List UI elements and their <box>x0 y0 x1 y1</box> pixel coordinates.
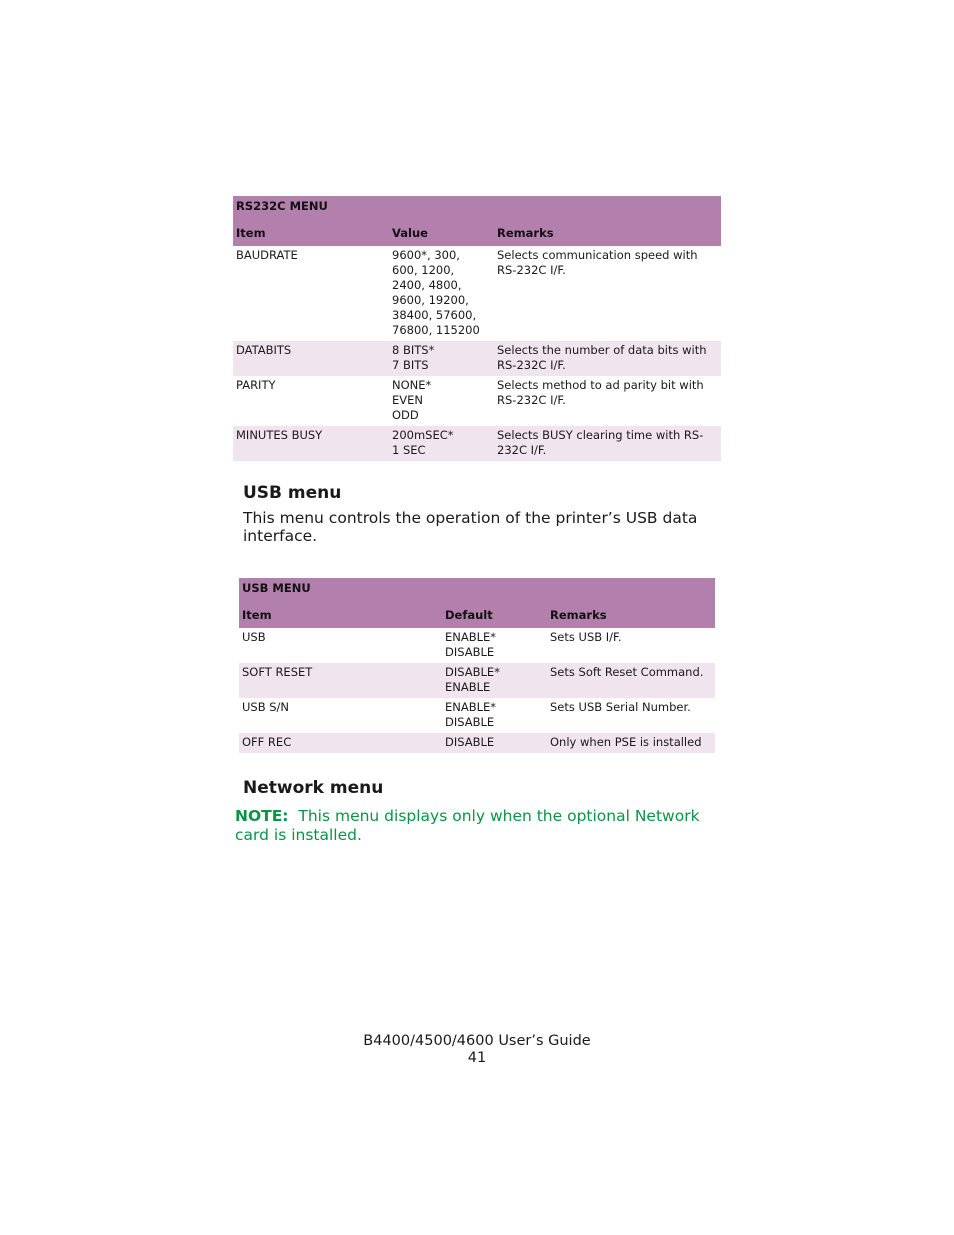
row-remarks: Sets USB I/F. <box>550 630 622 644</box>
footer-page-number: 41 <box>467 1050 487 1066</box>
note-label: NOTE: <box>235 807 289 825</box>
network-note <box>235 807 725 845</box>
note-text: This menu displays only when the optional Network card is installed. <box>235 807 700 844</box>
row-value: 8 BITS* 7 BITS <box>389 341 494 376</box>
rs232c-table-title: RS232C MENU <box>233 196 721 221</box>
table-row <box>239 663 715 698</box>
row-item: USB <box>242 630 266 644</box>
row-remarks: Selects communication speed with RS-232C I/F. <box>497 248 698 277</box>
usb-col-remarks: Remarks <box>547 603 715 628</box>
table-row <box>233 341 721 376</box>
row-item: DATABITS <box>233 341 389 376</box>
rs232c-col-remarks: Remarks <box>494 221 721 246</box>
row-value: ENABLE* DISABLE <box>445 630 497 659</box>
row-item: SOFT RESET <box>239 663 442 698</box>
row-item: BAUDRATE <box>236 248 298 262</box>
table-row <box>233 426 721 461</box>
table-row <box>239 628 715 663</box>
usb-col-default: Default <box>442 603 547 628</box>
footer-guide-title: B4400/4500/4600 User’s Guide <box>363 1033 591 1049</box>
row-value: 9600*, 300, 600, 1200, 2400, 4800, 9600, 19200, 38400, 57600, 76800, 115200 <box>392 248 480 337</box>
row-remarks: Only when PSE is installed <box>547 733 715 753</box>
row-remarks: Sets USB Serial Number. <box>550 700 691 714</box>
table-row <box>233 246 721 341</box>
row-item: OFF REC <box>239 733 442 753</box>
usb-col-item: Item <box>239 603 442 628</box>
row-remarks: Selects BUSY clearing time with RS- 232C I/F. <box>494 426 721 461</box>
row-value: NONE* EVEN ODD <box>392 378 432 422</box>
rs232c-menu-table <box>233 196 721 461</box>
row-remarks: Sets Soft Reset Command. <box>547 663 715 698</box>
row-remarks: Selects the number of data bits with RS-232C I/F. <box>494 341 721 376</box>
row-value: ENABLE* DISABLE <box>445 700 497 729</box>
usb-menu-table <box>239 578 715 753</box>
row-value: 200mSEC* 1 SEC <box>389 426 494 461</box>
rs232c-col-value: Value <box>389 221 494 246</box>
row-item: USB S/N <box>242 700 290 714</box>
table-row <box>239 698 715 733</box>
row-value: DISABLE <box>442 733 547 753</box>
table-row <box>239 733 715 753</box>
row-item: PARITY <box>236 378 276 392</box>
usb-menu-heading: USB menu <box>243 483 342 503</box>
rs232c-col-item: Item <box>233 221 389 246</box>
usb-table-title: USB MENU <box>239 578 715 603</box>
usb-menu-description: This menu controls the operation of the printer’s USB data interface. <box>243 509 698 545</box>
table-row <box>233 376 721 426</box>
row-item: MINUTES BUSY <box>233 426 389 461</box>
row-value: DISABLE* ENABLE <box>442 663 547 698</box>
network-menu-heading: Network menu <box>243 778 384 798</box>
row-remarks: Selects method to ad parity bit with RS-232C I/F. <box>497 378 704 407</box>
